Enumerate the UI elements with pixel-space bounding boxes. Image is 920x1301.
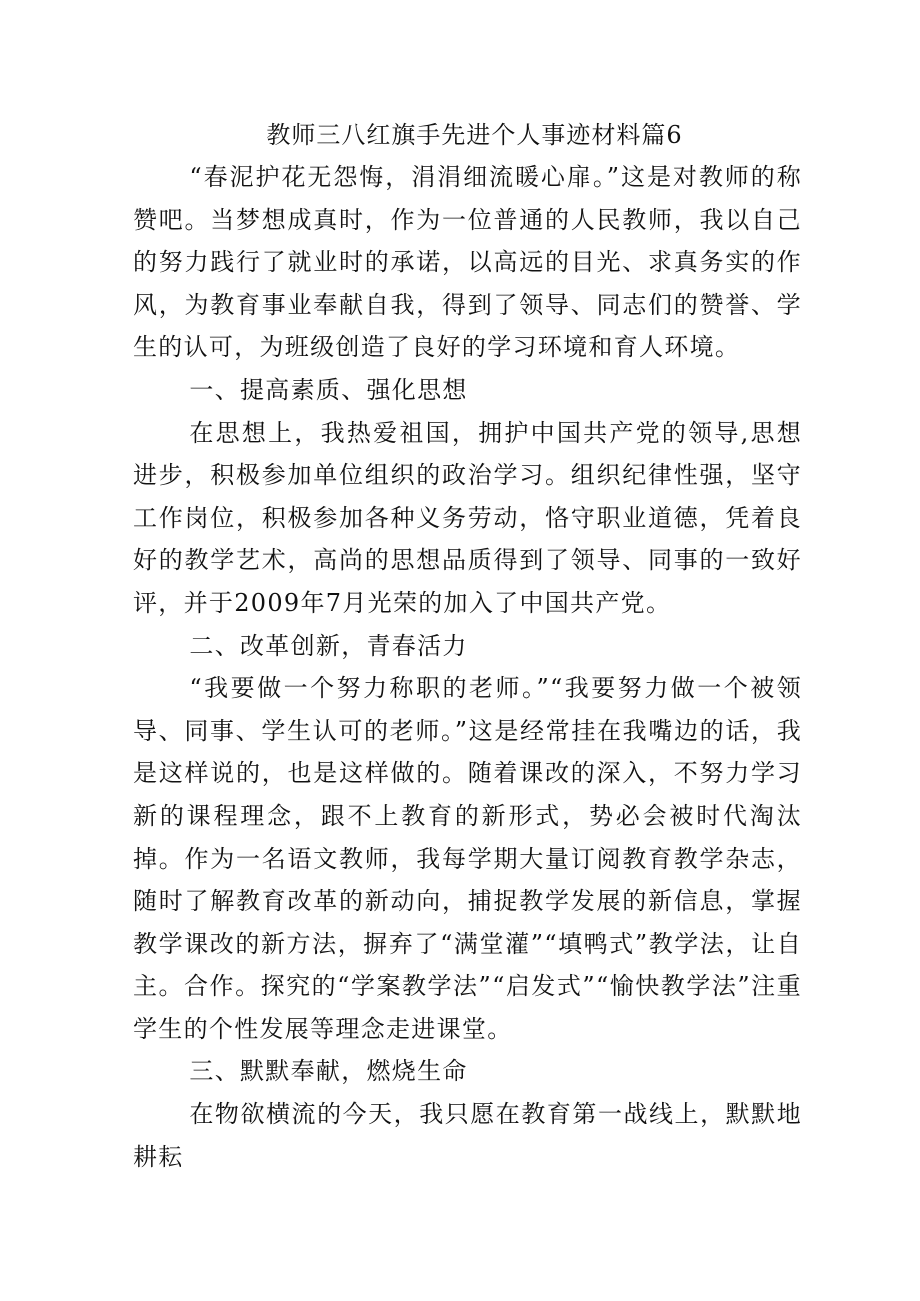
intro-paragraph: “春泥护花无怨悔，涓涓细流暖心扉。”这是对教师的称赞吧。当梦想成真时，作为一位普通的人民教师，我以自己的努力践行了就业时的承诺，以高远的目光、求真务实的作风，为教育事业奉献自我，得到了领导、同志们的赞誉、学生的认可，为班级创造了良好的学习环境和育人环境。: [133, 163, 802, 362]
section-heading-3: 三、默默奉献，燃烧生命: [189, 1057, 468, 1086]
section-heading-2: 二、改革创新，青春活力: [189, 631, 468, 660]
section-heading-1: 一、提高素质、强化思想: [189, 375, 468, 404]
section-body-3: 在物欲横流的今天，我只愿在教育第一战线上，默默地耕耘: [133, 1100, 802, 1171]
document-title: 教师三八红旗手先进个人事迹材料篇6: [266, 121, 683, 149]
section-body-1: 在思想上，我热爱祖国，拥护中国共产党的领导,思想进步，积极参加单位组织的政治学习。组织纪律性强，坚守工作岗位，积极参加各种义务劳动，恪守职业道德，凭着良好的教学艺术，高尚的思想品质得到了领导、同事的一致好评，并于2009年7月光荣的加入了中国共产党。: [133, 418, 802, 617]
section-body-2: “我要做一个努力称职的老师。”“我要努力做一个被领导、同事、学生认可的老师。”这是经常挂在我嘴边的话，我是这样说的，也是这样做的。随着课改的深入，不努力学习新的课程理念，跟不上教育的新形式，势必会被时代淘汰掉。作为一名语文教师，我每学期大量订阅教育教学杂志，随时了解教育改革的新动向，捕捉教学发展的新信息，掌握教学课改的新方法，摒弃了“满堂灌”“填鸭式”教学法，让自主。合作。探究的“学案教学法”“启发式”“愉快教学法”注重学生的个性发展等理念走进课堂。: [133, 674, 802, 1043]
